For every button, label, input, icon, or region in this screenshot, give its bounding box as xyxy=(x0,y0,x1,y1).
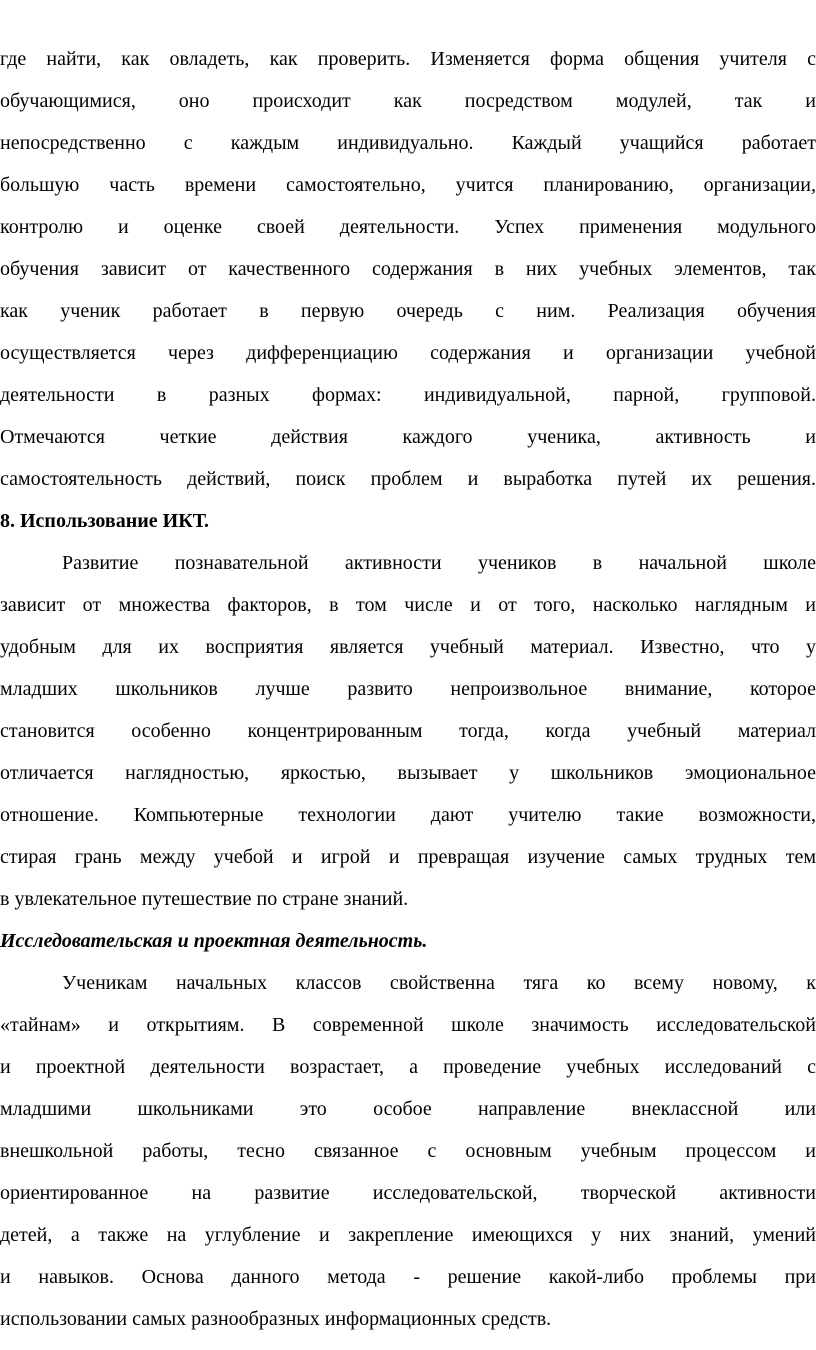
text-line: осуществляется через дифференциацию содержания и организации учебной xyxy=(0,342,816,364)
section-heading-research: Исследовательская и проектная деятельность. xyxy=(0,930,428,952)
paragraph-ict xyxy=(0,542,816,920)
text-line: стирая грань между учебой и игрой и превращая изучение самых трудных тем xyxy=(0,846,816,868)
text-line: ориентированное на развитие исследовательской, творческой активности xyxy=(0,1182,816,1204)
text-line: непосредственно с каждым индивидуально. Каждый учащийся работает xyxy=(0,132,816,154)
text-line: младшими школьниками это особое направление внеклассной или xyxy=(0,1098,816,1120)
text-line: в увлекательное путешествие по стране знаний. xyxy=(0,888,409,910)
text-line: обучающимися, оно происходит как посредством модулей, так и xyxy=(0,90,816,112)
paragraph-modular-learning xyxy=(0,38,816,500)
text-line: удобным для их восприятия является учебный материал. Известно, что у xyxy=(0,636,816,658)
text-line: использовании самых разнообразных информационных средств. xyxy=(0,1308,552,1330)
text-line: Развитие познавательной активности учеников в начальной школе xyxy=(62,552,816,574)
text-line: Отмечаются четкие действия каждого ученика, активность и xyxy=(0,426,816,448)
text-line: обучения зависит от качественного содержания в них учебных элементов, так xyxy=(0,258,816,280)
text-line: контролю и оценке своей деятельности. Успех применения модульного xyxy=(0,216,816,238)
text-line: зависит от множества факторов, в том числе и от того, насколько наглядным и xyxy=(0,594,816,616)
document-page xyxy=(0,38,816,1340)
text-line: младших школьников лучше развито непроизвольное внимание, которое xyxy=(0,678,816,700)
paragraph-research xyxy=(0,962,816,1340)
text-line: внешкольной работы, тесно связанное с основным учебным процессом и xyxy=(0,1140,816,1162)
text-line: самостоятельность действий, поиск проблем и выработка путей их решения. xyxy=(0,468,816,490)
text-line: большую часть времени самостоятельно, учится планированию, организации, xyxy=(0,174,816,196)
text-line: и навыков. Основа данного метода - решение какой-либо проблемы при xyxy=(0,1266,816,1288)
text-line: деятельности в разных формах: индивидуальной, парной, групповой. xyxy=(0,384,816,406)
text-line: и проектной деятельности возрастает, а проведение учебных исследований с xyxy=(0,1056,816,1078)
section-heading-ict: 8. Использование ИКТ. xyxy=(0,510,210,532)
text-line: становится особенно концентрированным тогда, когда учебный материал xyxy=(0,720,816,742)
text-line: детей, а также на углубление и закрепление имеющихся у них знаний, умений xyxy=(0,1224,816,1246)
text-line: «тайнам» и открытиям. В современной школе значимость исследовательской xyxy=(0,1014,816,1036)
text-line: как ученик работает в первую очередь с ним. Реализация обучения xyxy=(0,300,816,322)
text-line: отличается наглядностью, яркостью, вызывает у школьников эмоциональное xyxy=(0,762,816,784)
text-line: где найти, как овладеть, как проверить. Изменяется форма общения учителя с xyxy=(0,48,816,70)
text-line: Ученикам начальных классов свойственна тяга ко всему новому, к xyxy=(62,972,816,994)
text-line: отношение. Компьютерные технологии дают учителю такие возможности, xyxy=(0,804,816,826)
